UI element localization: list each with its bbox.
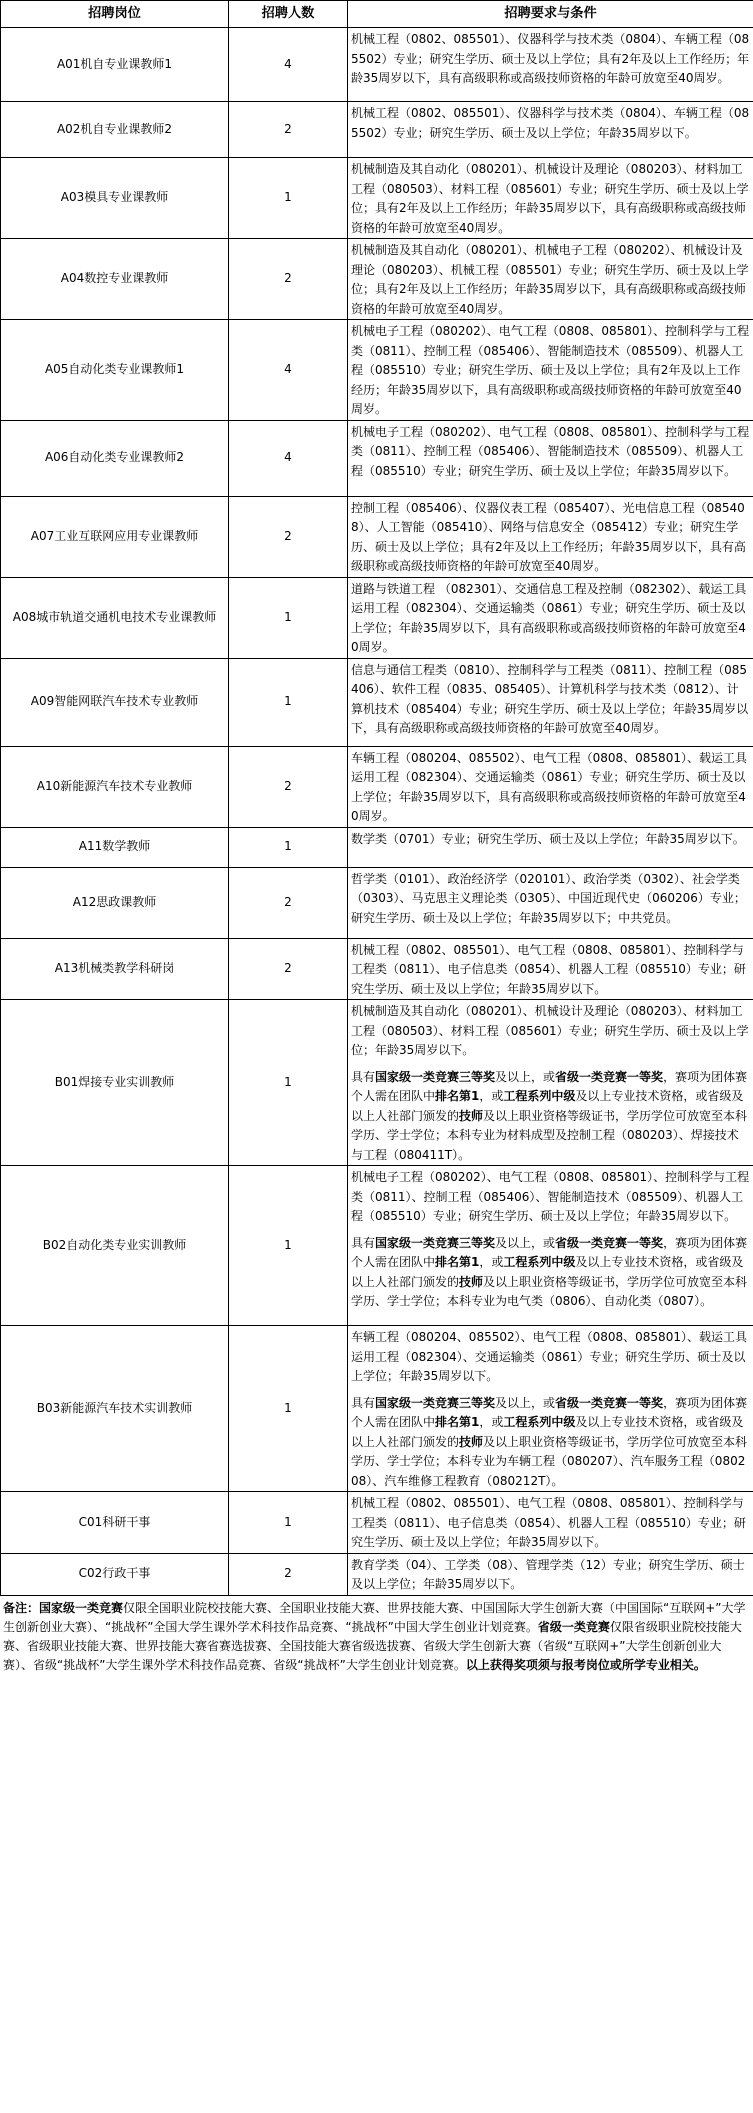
- requirement-paragraph: [351, 661, 750, 739]
- requirement-text: 教育学类（04）、工学类（08）、管理学类（12）专业；研究生学历、硕士及以上学位；年龄35周岁以下。: [351, 1557, 745, 1591]
- emphasis-text: 排名第1: [435, 1415, 480, 1429]
- footnote-emphasis: 省级一类竞赛: [537, 1619, 610, 1634]
- hire-count: 1: [229, 577, 348, 658]
- post-name: A09智能网联汽车技术专业教师: [1, 658, 229, 746]
- requirement-text: 及以上，或: [495, 1395, 556, 1410]
- requirement-paragraph: [351, 1002, 750, 1061]
- post-name: A03模具专业课教师: [1, 158, 229, 239]
- emphasis-text: 工程系列中级: [503, 1255, 576, 1269]
- requirement-text: 机械制造及其自动化（080201）、机械设计及理论（080203）、材料加工工程（080503）、材料工程（085601）专业；研究生学历、硕士及以上学位；年龄35周岁以下。: [351, 1004, 749, 1057]
- emphasis-text: 工程系列中级: [503, 1415, 576, 1429]
- requirement-paragraph: [351, 1494, 750, 1553]
- post-name: B03新能源汽车技术实训教师: [1, 1326, 229, 1492]
- requirements: [348, 867, 753, 938]
- post-name: A13机械类教学科研岗: [1, 938, 229, 1000]
- requirements: [348, 102, 753, 158]
- header-post: 招聘岗位: [1, 1, 229, 28]
- hire-count: 2: [229, 746, 348, 827]
- footnote-emphasis: 以上获得奖项须与报考岗位或所学专业相关。: [465, 1658, 706, 1673]
- requirements: [348, 827, 753, 867]
- table-row: [1, 746, 753, 827]
- requirement-paragraph: [351, 749, 750, 827]
- table-row: [1, 1000, 753, 1166]
- requirement-text: 及以上，或: [495, 1069, 556, 1084]
- requirements: [348, 28, 753, 102]
- requirement-paragraph: [351, 322, 750, 420]
- requirement-text: ，或: [479, 1089, 504, 1103]
- requirement-text: 及以上，或: [495, 1235, 556, 1250]
- requirements: [348, 320, 753, 421]
- hire-count: 2: [229, 867, 348, 938]
- hire-count: 1: [229, 1492, 348, 1554]
- emphasis-text: 省级一类竞赛一等奖: [555, 1395, 664, 1410]
- emphasis-text: 国家级一类竞赛三等奖: [375, 1395, 496, 1410]
- footnote: [0, 1596, 753, 1676]
- requirements: [348, 938, 753, 1000]
- post-name: A05自动化类专业课教师1: [1, 320, 229, 421]
- requirement-text: ，赛项为团体赛个人需在团队中: [351, 1395, 748, 1429]
- table-row: [1, 938, 753, 1000]
- post-name: C02行政干事: [1, 1553, 229, 1595]
- requirement-paragraph: [351, 1556, 750, 1595]
- requirement-text: 机械电子工程（080202）、电气工程（0808、085801）、控制科学与工程类（0811）、控制工程（085406）、智能制造技术（085509）、机器人工程（085510）专业；研究生学历、硕士及以上学位；具有2年及以上工作经历；年龄35周岁以下，具有高级职称或高级技师资格的年龄可放宽至40周岁。: [351, 324, 750, 416]
- requirements: [348, 577, 753, 658]
- table-row: [1, 28, 753, 102]
- emphasis-text: 工程系列中级: [503, 1089, 576, 1103]
- requirements: [348, 1166, 753, 1326]
- requirement-text: ，或: [479, 1415, 504, 1429]
- requirement-text: 机械工程（0802、085501）、电气工程（0808、085801）、控制科学与工程类（0811）、电子信息类（0854）、机器人工程（085510）专业；研究生学历、硕士及以上学位；年龄35周岁以下。: [351, 942, 746, 996]
- requirements: [348, 496, 753, 577]
- requirement-text: 及以上职业资格等级证书，学历学位可放宽至本科学历、学士学位；本科专业为电气类（0806）、自动化类（0807）。: [351, 1274, 748, 1308]
- post-name: A04数控专业课教师: [1, 239, 229, 320]
- requirement-text: 信息与通信工程类（0810）、控制科学与工程类（0811）、控制工程（085406）、软件工程（0835、085405）、计算机科学与技术类（0812）、计算机技术（085404）专业；研究生学历、硕士及以上学位；年龄35周岁以下，具有高级职称或高级技师资格的年龄可放宽至40周岁。: [351, 662, 749, 735]
- footnote-emphasis: 备注：: [3, 1600, 40, 1615]
- hire-count: 2: [229, 496, 348, 577]
- requirement-text: 机械工程（0802、085501）、仪器科学与技术类（0804）、车辆工程（085502）专业；研究生学历、硕士及以上学位；年龄35周岁以下。: [351, 106, 750, 140]
- post-name: A11数学教师: [1, 827, 229, 867]
- requirement-text: 控制工程（085406）、仪器仪表工程（085407）、光电信息工程（085408）、人工智能（085410）、网络与信息安全（085412）专业；研究生学历、硕士及以上学位；具有2年及以上工作经历；年龄35周岁以下，具有高级职称或高级技师资格的年龄可放宽至40周岁。: [351, 500, 746, 573]
- requirement-paragraph: [351, 941, 750, 1000]
- table-row: [1, 320, 753, 421]
- requirement-text: 及以上专业技术资格，或省级及以上人社部门颁发的: [351, 1089, 744, 1123]
- requirement-text: 哲学类（0101）、政治经济学（020101）、政治学类（0302）、社会学类（0303）、马克思主义理论类（0305）、中国近现代史（060206）专业；研究生学历、硕士及以上学位；年龄35周岁以下；中共党员。: [351, 871, 746, 925]
- hire-count: 4: [229, 320, 348, 421]
- table-row: [1, 1492, 753, 1554]
- requirements: [348, 1492, 753, 1554]
- requirement-paragraph: [351, 104, 750, 143]
- emphasis-text: 省级一类竞赛一等奖: [555, 1235, 664, 1250]
- post-name: A01机自专业课教师1: [1, 28, 229, 102]
- table-row: [1, 102, 753, 158]
- table-row: [1, 1326, 753, 1492]
- emphasis-text: 排名第1: [435, 1089, 480, 1103]
- requirement-text: 具有: [351, 1235, 376, 1250]
- emphasis-text: 技师: [459, 1434, 484, 1449]
- table-row: [1, 658, 753, 746]
- table-row: [1, 420, 753, 496]
- hire-count: 2: [229, 239, 348, 320]
- post-name: A06自动化类专业课教师2: [1, 420, 229, 496]
- post-name: A08城市轨道交通机电技术专业课教师: [1, 577, 229, 658]
- hire-count: 1: [229, 1326, 348, 1492]
- post-name: A10新能源汽车技术专业教师: [1, 746, 229, 827]
- hire-count: 2: [229, 1553, 348, 1595]
- footnote-text: 仅限全国职业院校技能大赛、全国职业技能大赛、世界技能大赛、中国国际大学生创新大赛（中国国际“互联网+”大学生创新创业大赛）、“挑战杯”全国大学生课外学术科技作品竞赛、“挑战杯”中国大学生创业计划竞赛。: [3, 1600, 746, 1634]
- requirement-text: 机械制造及其自动化（080201）、机械设计及理论（080203）、材料加工工程（080503）、材料工程（085601）专业；研究生学历、硕士及以上学位；具有2年及以上工作经历；年龄35周岁以下，具有高级职称或高级技师资格的年龄可放宽至40周岁。: [351, 162, 749, 235]
- requirements: [348, 746, 753, 827]
- requirement-text: ，赛项为团体赛个人需在团队中: [351, 1235, 748, 1269]
- requirement-text: 及以上职业资格等级证书，学历学位可放宽至本科学历、学士学位；本科专业为材料成型及控制工程（080203）、焊接技术与工程（080411T）。: [351, 1108, 748, 1162]
- emphasis-text: 排名第1: [435, 1255, 480, 1269]
- table-row: [1, 827, 753, 867]
- requirement-paragraph: [351, 241, 750, 319]
- emphasis-text: 国家级一类竞赛三等奖: [375, 1235, 496, 1250]
- table-row: [1, 158, 753, 239]
- header-requirements: 招聘要求与条件: [348, 1, 753, 28]
- hire-count: 2: [229, 102, 348, 158]
- requirements: [348, 158, 753, 239]
- footnote-text: 仅限省级职业院校技能大赛、省级职业技能大赛、世界技能大赛省赛选拔赛、全国技能大赛省级选拔赛、省级大学生创新大赛（省级“互联网+”大学生创新创业大赛）、省级“挑战杯”大学生课外学术科技作品竞赛、省级“挑战杯”大学生创业计划竞赛。: [3, 1619, 742, 1673]
- hire-count: 4: [229, 28, 348, 102]
- requirement-text: 具有: [351, 1069, 376, 1084]
- post-name: A07工业互联网应用专业课教师: [1, 496, 229, 577]
- requirement-paragraph: [351, 830, 750, 850]
- requirement-paragraph: [351, 499, 750, 577]
- requirements: [348, 658, 753, 746]
- table-header-row: [1, 1, 753, 28]
- table-row: [1, 1166, 753, 1326]
- hire-count: 1: [229, 158, 348, 239]
- requirement-paragraph: [351, 1328, 750, 1387]
- hire-count: 1: [229, 1000, 348, 1166]
- post-name: C01科研干事: [1, 1492, 229, 1554]
- requirement-text: 机械电子工程（080202）、电气工程（0808、085801）、控制科学与工程类（0811）、控制工程（085406）、智能制造技术（085509）、机器人工程（085510）专业；研究生学历、硕士及以上学位；年龄35周岁以下。: [351, 1170, 750, 1223]
- table-row: [1, 867, 753, 938]
- requirement-text: 机械制造及其自动化（080201）、机械电子工程（080202）、机械设计及理论（080203）、机械工程（085501）专业；研究生学历、硕士及以上学位；具有2年及以上工作经历；年龄35周岁以下，具有高级职称或高级技师资格的年龄可放宽至40周岁。: [351, 243, 749, 316]
- hire-count: 2: [229, 938, 348, 1000]
- requirement-text: 数学类（0701）专业；研究生学历、硕士及以上学位；年龄35周岁以下。: [351, 831, 745, 846]
- requirements: [348, 1000, 753, 1166]
- table-row: [1, 577, 753, 658]
- post-name: B02自动化类专业实训教师: [1, 1166, 229, 1326]
- requirement-text: 及以上专业技术资格，或省级及以上人社部门颁发的: [351, 1255, 744, 1289]
- requirement-paragraph: [351, 160, 750, 238]
- header-count: 招聘人数: [229, 1, 348, 28]
- requirement-paragraph: [351, 870, 750, 929]
- requirement-paragraph: [351, 580, 750, 658]
- requirement-text: 车辆工程（080204、085502）、电气工程（0808、085801）、载运工具运用工程（082304）、交通运输类（0861）专业；研究生学历、硕士及以上学位；年龄35周岁以下。: [351, 1330, 747, 1383]
- emphasis-text: 国家级一类竞赛三等奖: [375, 1069, 496, 1084]
- requirement-paragraph: [351, 1394, 750, 1492]
- requirement-text: 及以上专业技术资格，或省级及以上人社部门颁发的: [351, 1415, 744, 1449]
- requirement-paragraph: [351, 30, 750, 89]
- emphasis-text: 技师: [459, 1108, 484, 1123]
- requirement-text: 机械工程（0802、085501）、电气工程（0808、085801）、控制科学与工程类（0811）、电子信息类（0854）、机器人工程（085510）专业；研究生学历、硕士及以上学位；年龄35周岁以下。: [351, 1496, 746, 1549]
- requirement-paragraph: [351, 1168, 750, 1227]
- requirement-text: 具有: [351, 1395, 376, 1410]
- table-row: [1, 1553, 753, 1595]
- post-name: A02机自专业课教师2: [1, 102, 229, 158]
- requirement-text: 机械电子工程（080202）、电气工程（0808、085801）、控制科学与工程类（0811）、控制工程（085406）、智能制造技术（085509）、机器人工程（085510）专业；研究生学历、硕士及以上学位；年龄35周岁以下。: [351, 424, 750, 478]
- emphasis-text: 技师: [459, 1274, 484, 1289]
- table-row: [1, 239, 753, 320]
- emphasis-text: 省级一类竞赛一等奖: [555, 1069, 664, 1084]
- requirement-text: ，赛项为团体赛个人需在团队中: [351, 1069, 748, 1103]
- requirement-paragraph: [351, 1234, 750, 1312]
- footnote-emphasis: 国家级一类竞赛: [39, 1600, 124, 1615]
- hire-count: 1: [229, 658, 348, 746]
- requirements: [348, 239, 753, 320]
- requirement-text: 车辆工程（080204、085502）、电气工程（0808、085801）、载运工具运用工程（082304）、交通运输类（0861）专业；研究生学历、硕士及以上学位；年龄35周岁以下，具有高级职称或高级技师资格的年龄可放宽至40周岁。: [351, 750, 747, 823]
- post-name: B01焊接专业实训教师: [1, 1000, 229, 1166]
- requirement-paragraph: [351, 1068, 750, 1166]
- requirement-text: 机械工程（0802、085501）、仪器科学与技术类（0804）、车辆工程（085502）专业；研究生学历、硕士及以上学位；具有2年及以上工作经历；年龄35周岁以下，具有高级职称或高级技师资格的年龄可放宽至40周岁。: [351, 32, 750, 85]
- requirements: [348, 1553, 753, 1595]
- hire-count: 1: [229, 827, 348, 867]
- requirements: [348, 420, 753, 496]
- post-name: A12思政课教师: [1, 867, 229, 938]
- hire-count: 1: [229, 1166, 348, 1326]
- requirement-text: 及以上职业资格等级证书，学历学位可放宽至本科学历、学士学位；本科专业为车辆工程（080207）、汽车服务工程（080208）、汽车维修工程教育（080212T）。: [351, 1434, 748, 1488]
- hire-count: 4: [229, 420, 348, 496]
- requirement-text: 道路与铁道工程 （082301）、交通信息工程及控制（082302）、载运工具运用工程（082304）、交通运输类（0861）专业；研究生学历、硕士及以上学位；年龄35周岁以下，具有高级职称或高级技师资格的年龄可放宽至40周岁。: [351, 581, 747, 654]
- requirement-text: ，或: [479, 1255, 504, 1269]
- requirement-paragraph: [351, 423, 750, 482]
- table-row: [1, 496, 753, 577]
- requirements: [348, 1326, 753, 1492]
